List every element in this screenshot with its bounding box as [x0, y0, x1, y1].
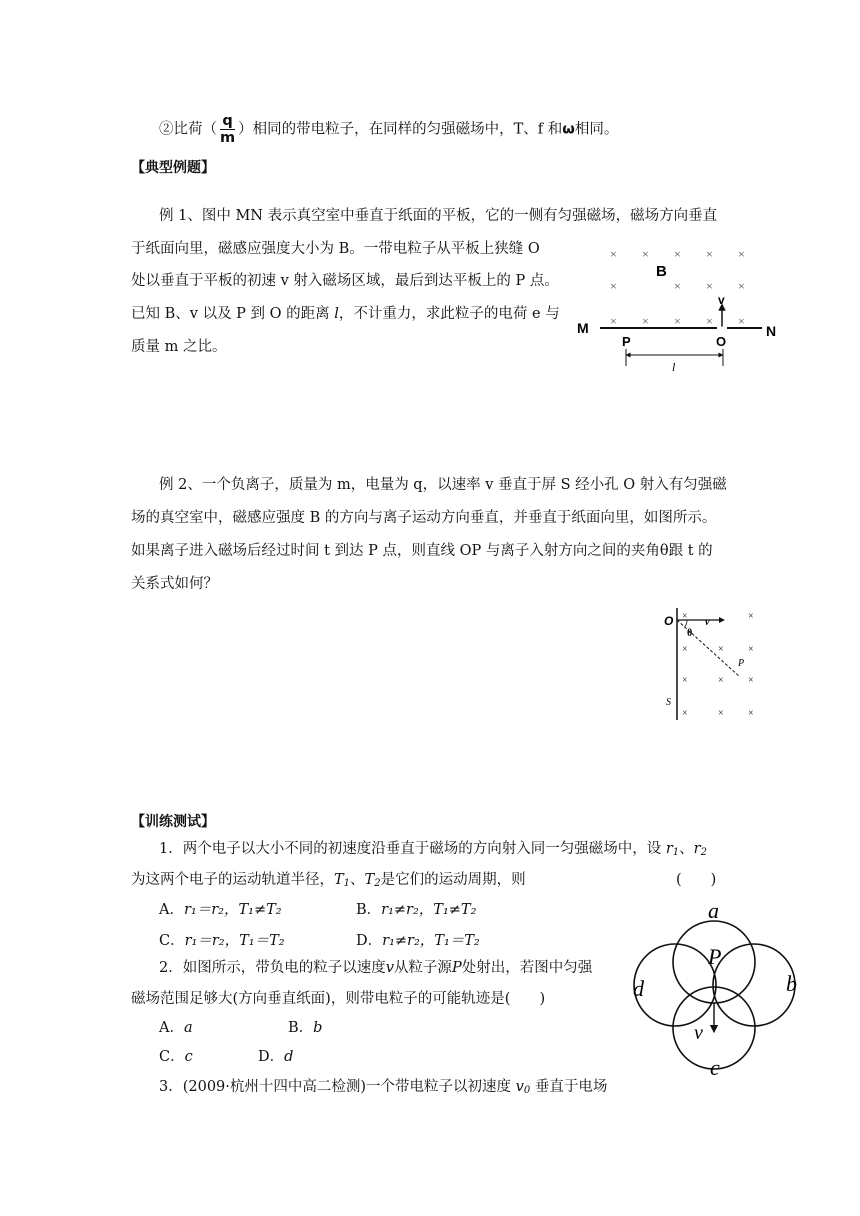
- distance-l: l: [334, 306, 339, 322]
- field-cross-mark: ×: [682, 611, 688, 622]
- field-cross-mark: ×: [748, 708, 754, 719]
- period-T1: $T_1$: [334, 872, 351, 889]
- initial-velocity-v0: $v_0$: [515, 1079, 531, 1096]
- field-cross-mark: ×: [610, 279, 617, 293]
- velocity-v: v: [385, 960, 394, 976]
- question1-answer-paren: ( ): [676, 872, 717, 888]
- magnetic-field-crosses: [610, 247, 745, 328]
- field-cross-mark: ×: [682, 675, 688, 686]
- ratio-end: 相同。: [574, 121, 619, 138]
- question2-figure: [626, 896, 806, 1080]
- example1-line4-start: 已知 B、v 以及 P 到 O 的距离: [131, 306, 330, 322]
- example2-line2: 场的真空室中，磁感应强度 B 的方向与离子运动方向垂直，并垂直于纸面向里，如图所示。: [131, 510, 717, 526]
- section-typical-examples: 【典型例题】: [131, 160, 215, 176]
- plate-label-M: M: [577, 320, 589, 336]
- field-cross-mark: ×: [718, 644, 724, 655]
- ratio-prefix: ②比荷（: [159, 121, 217, 138]
- field-cross-mark: ×: [738, 247, 745, 261]
- field-cross-mark: ×: [682, 708, 688, 719]
- field-cross-mark: ×: [674, 314, 681, 328]
- label-P: P: [708, 944, 722, 969]
- example1-figure: [572, 236, 792, 376]
- field-cross-mark: ×: [642, 247, 649, 261]
- point-label-O: O: [716, 334, 727, 349]
- charge-mass-fraction: [220, 113, 235, 146]
- question1-option-a[interactable]: A．r₁＝r₂，T₁≠T₂: [159, 902, 282, 918]
- section-training-tests: 【训练测试】: [131, 814, 215, 830]
- question3-line1: 3．(2009·杭州十四中高二检测)一个带电粒子以初速度 $v_0$ 垂直于电场: [159, 1079, 608, 1096]
- separator: 、: [350, 872, 365, 888]
- question2-option-c[interactable]: C．c: [159, 1049, 193, 1065]
- example1-line1: 例 1、图中 MN 表示真空室中垂直于纸面的平板，它的一侧有匀强磁场，磁场方向垂直: [159, 208, 718, 224]
- example1-line2: 于纸面向里，磁感应强度大小为 B。一带电粒子从平板上狭缝 O: [131, 241, 540, 257]
- field-cross-mark: ×: [706, 279, 713, 293]
- velocity-label-v: v: [718, 293, 725, 307]
- example2-line1: 例 2、一个负离子，质量为 m，电量为 q，以速率 v 垂直于屏 S 经小孔 O 射入有匀强磁: [159, 477, 727, 493]
- period-T2: $T_2$: [364, 872, 381, 889]
- label-b: b: [786, 971, 797, 996]
- label-c: c: [710, 1055, 720, 1080]
- field-label-B: B: [656, 263, 667, 280]
- field-cross-mark: ×: [748, 644, 754, 655]
- angle-label-theta: θ: [687, 628, 693, 639]
- question1-line1: [159, 837, 707, 858]
- omega-symbol: ω: [562, 121, 575, 138]
- question2-option-d[interactable]: D．d: [258, 1049, 294, 1065]
- example1-line4-end: ，不计重力，求此粒子的电荷 e 与: [338, 306, 560, 322]
- example1-line3: 处以垂直于平板的初速 v 射入磁场区域，最后到达平板上的 P 点。: [131, 273, 559, 289]
- field-cross-mark: ×: [642, 314, 649, 328]
- question1-line2-end: 是它们的运动周期，则: [380, 872, 526, 888]
- source-P: P: [451, 960, 462, 976]
- example1-line5: 质量 m 之比。: [131, 339, 227, 355]
- field-cross-mark: ×: [738, 279, 745, 293]
- field-cross-mark: ×: [748, 675, 754, 686]
- question1-line2: [131, 868, 526, 889]
- plate-label-N: N: [766, 323, 777, 339]
- question2-line1: 2．如图所示，带负电的粒子以速度v从粒子源P处射出，若图中匀强: [159, 960, 593, 976]
- field-cross-mark: ×: [718, 675, 724, 686]
- question1-option-c[interactable]: C．r₁＝r₂，T₁＝T₂: [159, 933, 285, 949]
- separator: 、: [679, 841, 694, 857]
- field-cross-mark: ×: [674, 279, 681, 293]
- field-cross-mark: ×: [748, 611, 754, 622]
- ratio-suffix: ）相同的带电粒子，在同样的匀强磁场中，T、f 和: [238, 121, 563, 138]
- field-cross-mark: ×: [738, 314, 745, 328]
- example1-line4: [131, 302, 560, 323]
- example2-line3: 如果离子进入磁场后经过时间 t 到达 P 点，则直线 OP 与离子入射方向之间的夹角θ跟 t 的: [131, 543, 713, 559]
- question2-option-a[interactable]: A．a: [159, 1020, 193, 1036]
- example2-figure: [658, 603, 768, 723]
- screen-label-S: S: [666, 697, 671, 708]
- label-d: d: [633, 976, 644, 1001]
- field-cross-mark: ×: [706, 314, 713, 328]
- question1-stem: 1．两个电子以大小不同的初速度沿垂直于磁场的方向射入同一匀强磁场中，设: [159, 841, 662, 857]
- point-label-P: P: [738, 658, 745, 669]
- example2-line4: 关系式如何？: [131, 576, 218, 592]
- velocity-label-v: v: [705, 617, 710, 628]
- fraction-denominator: m: [220, 130, 236, 146]
- question2-line2: 磁场范围足够大(方向垂直纸面)，则带电粒子的可能轨迹是( ): [131, 991, 546, 1007]
- radius-r1: $r_1$: [665, 841, 680, 858]
- ratio-line: [159, 113, 618, 146]
- point-label-P: P: [622, 334, 631, 349]
- field-cross-mark: ×: [610, 314, 617, 328]
- label-a: a: [708, 898, 719, 923]
- field-cross-mark: ×: [674, 247, 681, 261]
- label-v: v: [694, 1022, 703, 1044]
- question1-option-b[interactable]: B．r₁≠r₂，T₁≠T₂: [356, 902, 477, 918]
- field-cross-mark: ×: [718, 708, 724, 719]
- fraction-numerator: q: [220, 113, 235, 130]
- question1-option-d[interactable]: D．r₁≠r₂，T₁＝T₂: [356, 933, 480, 949]
- field-cross-mark: ×: [610, 247, 617, 261]
- field-cross-mark: ×: [682, 644, 688, 655]
- question1-line2-start: 为这两个电子的运动轨道半径，: [131, 872, 334, 888]
- question2-option-b[interactable]: B．b: [288, 1020, 323, 1036]
- distance-label-l: l: [672, 360, 676, 374]
- field-cross-mark: ×: [706, 247, 713, 261]
- point-label-O: O: [664, 614, 674, 628]
- radius-r2: $r_2$: [693, 841, 707, 858]
